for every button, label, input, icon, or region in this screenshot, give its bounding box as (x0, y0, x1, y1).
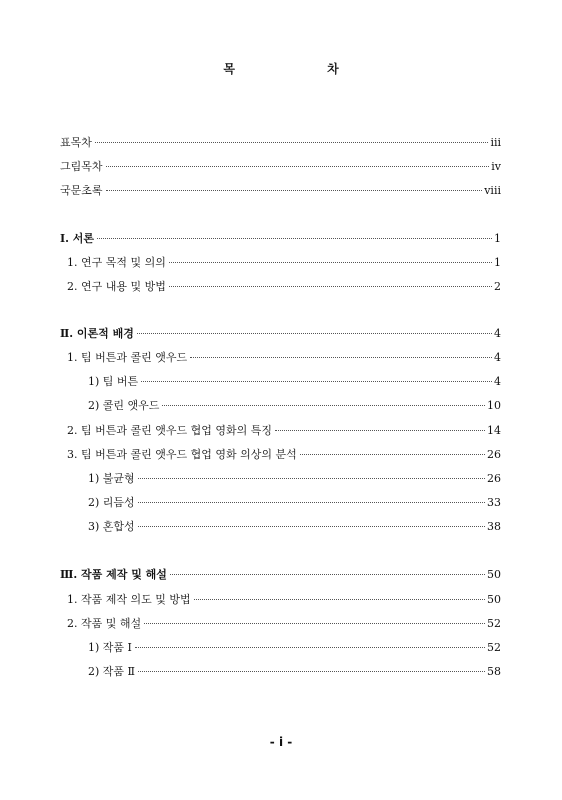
toc-entry-page: iii (490, 136, 501, 149)
toc-entry-abstract[interactable] (60, 184, 501, 198)
toc-subsection-2-3-1[interactable] (88, 472, 501, 486)
toc-entry-page: 50 (487, 593, 501, 606)
toc-chapter-2[interactable] (60, 327, 501, 341)
dot-leader (169, 262, 492, 263)
toc-entry-label: 1) 작품 Ⅰ (88, 641, 132, 654)
dot-leader (141, 381, 492, 382)
toc-section-3-1[interactable] (67, 593, 501, 607)
dot-leader (138, 526, 485, 527)
toc-entry-page: 4 (494, 375, 501, 388)
toc-entry-label: 2) 리듬성 (88, 496, 135, 509)
toc-entry-page: 10 (487, 399, 501, 412)
dot-leader (138, 478, 485, 479)
toc-entry-page: 52 (487, 641, 501, 654)
toc-entry-label: Ⅰ. 서론 (60, 232, 95, 245)
toc-entry-label: Ⅱ. 이론적 배경 (60, 327, 134, 340)
dot-leader (162, 405, 485, 406)
toc-entry-page: iv (491, 160, 501, 173)
toc-subsection-3-2-2[interactable] (88, 665, 501, 679)
page-number: - i - (269, 735, 293, 749)
toc-section-2-2[interactable] (67, 424, 501, 438)
toc-entry-page: 1 (494, 232, 501, 245)
toc-subsection-2-1-2[interactable] (88, 399, 501, 413)
dot-leader (97, 238, 492, 239)
toc-entry-label: 3. 팀 버튼과 콜린 앳우드 협업 영화 의상의 분석 (67, 448, 297, 461)
dot-leader (170, 574, 485, 575)
toc-entry-label: Ⅲ. 작품 제작 및 해설 (60, 568, 167, 581)
dot-leader (169, 286, 492, 287)
toc-entry-label: 1. 연구 목적 및 의의 (67, 256, 166, 269)
toc-entry-list-of-tables[interactable] (60, 136, 501, 150)
toc-subsection-2-3-2[interactable] (88, 496, 501, 510)
toc-section-3-2[interactable] (67, 617, 501, 631)
toc-chapter-1[interactable] (60, 232, 501, 246)
toc-entry-page: 38 (487, 520, 501, 533)
toc-entry-label: 2. 연구 내용 및 방법 (67, 280, 166, 293)
toc-entry-page: 26 (487, 472, 501, 485)
toc-section-2-1[interactable] (67, 351, 501, 365)
toc-entry-page: 50 (487, 568, 501, 581)
toc-entry-page: 33 (487, 496, 501, 509)
toc-entry-label: 1. 팀 버튼과 콜린 앳우드 (67, 351, 188, 364)
toc-entry-label: 2) 작품 Ⅱ (88, 665, 136, 678)
toc-entry-label: 표목차 (60, 136, 92, 149)
toc-entry-page: 58 (487, 665, 501, 678)
dot-leader (95, 142, 489, 143)
dot-leader (300, 454, 485, 455)
toc-section-1-1[interactable] (67, 256, 501, 270)
toc-entry-page: 52 (487, 617, 501, 630)
toc-entry-label: 국문초록 (60, 184, 103, 197)
toc-entry-label: 2. 작품 및 해설 (67, 617, 142, 630)
dot-leader (106, 166, 490, 167)
toc-entry-page: 1 (494, 256, 501, 269)
toc-section-1-2[interactable] (67, 280, 501, 294)
toc-entry-label: 2. 팀 버튼과 콜린 앳우드 협업 영화의 특징 (67, 424, 272, 437)
toc-subsection-3-2-1[interactable] (88, 641, 501, 655)
dot-leader (275, 430, 485, 431)
page-title: 목 차 (223, 62, 383, 76)
toc-subsection-2-3-3[interactable] (88, 520, 501, 534)
dot-leader (190, 357, 492, 358)
toc-entry-page: 4 (494, 327, 501, 340)
toc-entry-label: 3) 혼합성 (88, 520, 135, 533)
toc-entry-page: viii (484, 184, 501, 197)
toc-entry-label: 그림목차 (60, 160, 103, 173)
toc-entry-label: 1. 작품 제작 의도 및 방법 (67, 593, 191, 606)
dot-leader (194, 599, 485, 600)
toc-entry-label: 2) 콜린 앳우드 (88, 399, 160, 412)
dot-leader (138, 502, 485, 503)
dot-leader (137, 333, 492, 334)
toc-entry-page: 14 (487, 424, 501, 437)
dot-leader (135, 647, 485, 648)
toc-subsection-2-1-1[interactable] (88, 375, 501, 389)
toc-entry-page: 2 (494, 280, 501, 293)
toc-entry-page: 4 (494, 351, 501, 364)
dot-leader (144, 623, 485, 624)
toc-entry-label: 1) 불균형 (88, 472, 135, 485)
dot-leader (106, 190, 483, 191)
toc-entry-label: 1) 팀 버튼 (88, 375, 139, 388)
toc-chapter-3[interactable] (60, 568, 501, 582)
toc-entry-page: 26 (487, 448, 501, 461)
dot-leader (138, 671, 485, 672)
toc-section-2-3[interactable] (67, 448, 501, 462)
toc-entry-list-of-figures[interactable] (60, 160, 501, 174)
